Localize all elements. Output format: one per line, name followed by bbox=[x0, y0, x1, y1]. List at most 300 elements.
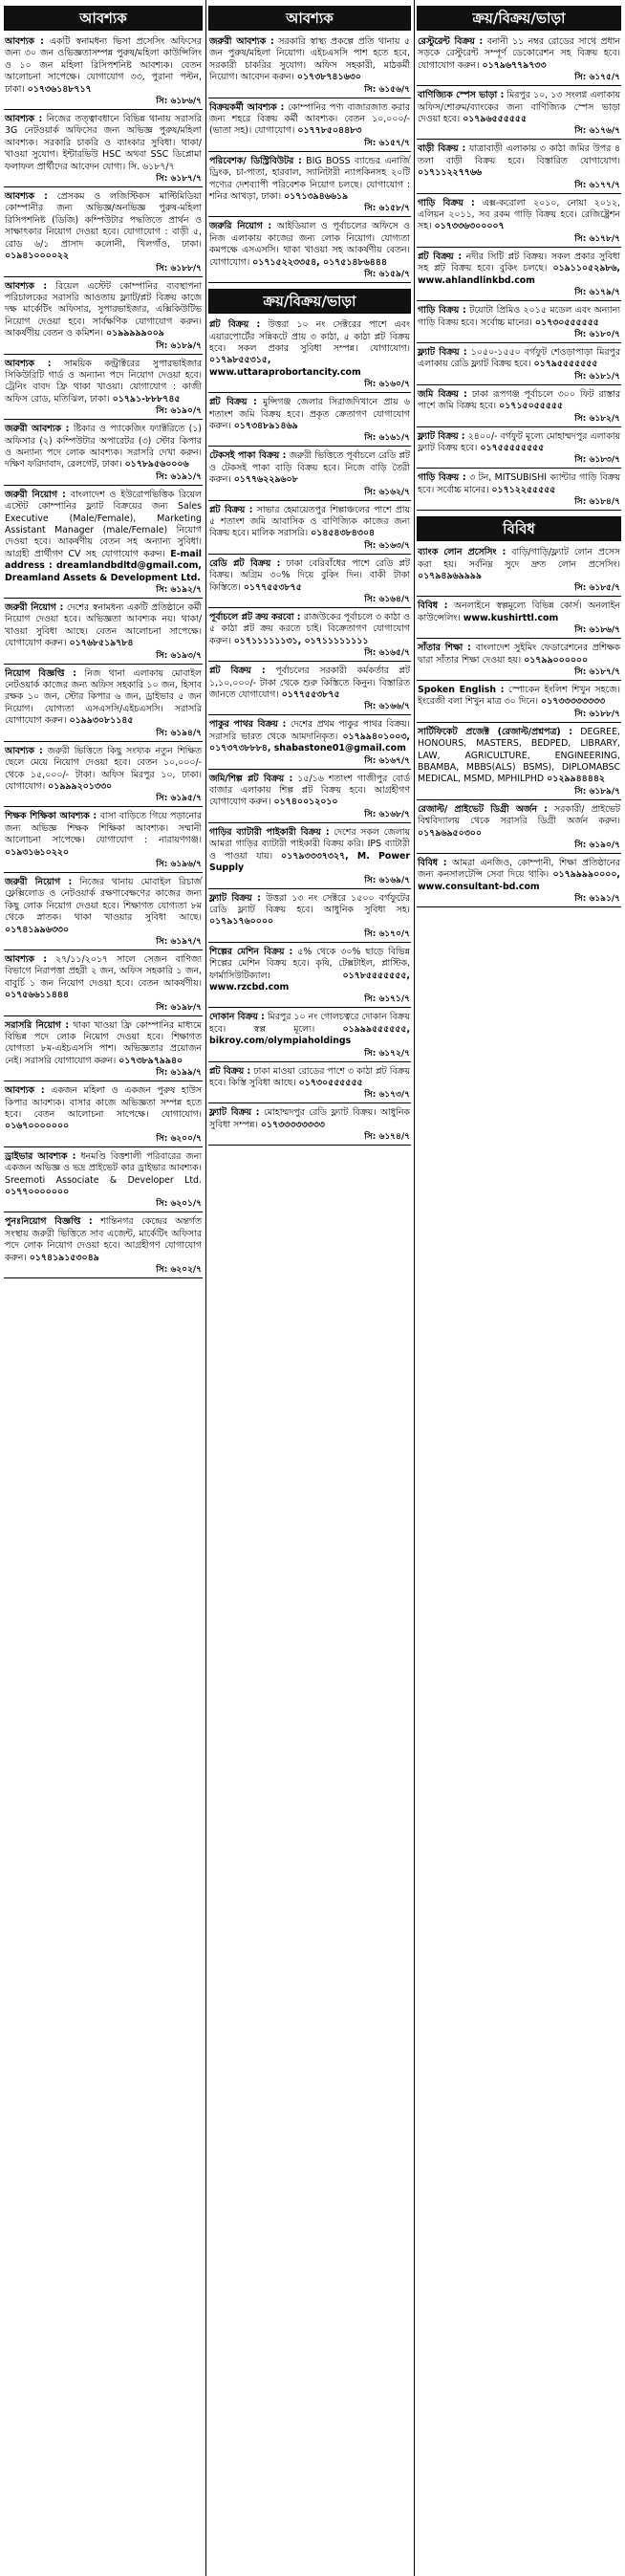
ad-text: সরকারি স্বাস্থ্য প্রকল্পে প্রতি থানায় ৫ জন পুরুষ/মহিলা নিয়োগ। এইচএসসি পাশ হতে হবে, সরকারী চাকরির সুযোগ। অফিস সহকারী, মাঠকর্মী নিয়োগ। আবেদন করুন। bbox=[209, 36, 410, 83]
ad-contact: ০১৭৪১৯১৫৩০৪৯ bbox=[29, 1252, 99, 1263]
classified-ad bbox=[417, 387, 621, 426]
ad-contact: ০১৭৫৬৬১১৪৪৪ bbox=[5, 990, 69, 1001]
ad-separator bbox=[417, 596, 621, 597]
ad-code: সি: ৬১৭৬/৭ bbox=[574, 126, 620, 137]
section-heading: বিবিধ bbox=[417, 516, 621, 541]
classified-ad bbox=[208, 664, 411, 713]
ad-contact: ০১৭১৫০৫৫৫৫৫ bbox=[499, 401, 564, 412]
classified-ad bbox=[208, 1010, 411, 1059]
ad-lead: জমি/শিল্প প্লট বিক্রয় : bbox=[209, 773, 293, 784]
ad-contact: ০১৭৬৮৫১৯৭৮৪ bbox=[69, 638, 134, 649]
ad-code: সি: ৬১৮৭/৭ bbox=[574, 667, 620, 677]
ad-separator bbox=[4, 276, 203, 277]
ad-code: সি: ৬১৫৯/৭ bbox=[364, 270, 410, 280]
ad-lead: জরুরী আবশ্যক : bbox=[5, 424, 70, 435]
ad-code: সি: ৬১৯০/৭ bbox=[156, 406, 202, 417]
classified-ad bbox=[417, 683, 621, 721]
ad-separator bbox=[4, 872, 203, 873]
ad-separator bbox=[208, 1061, 411, 1062]
ad-code: সি: ৬১৫৭/৭ bbox=[364, 138, 410, 148]
ad-separator bbox=[208, 500, 411, 501]
ad-lead: গাড়ি বিক্রয় : bbox=[418, 472, 466, 484]
ad-text: দেশের প্রথম পাকুর পাথর বিক্রয়। সরাসরি ভারত থেকে আমদানিকৃত। bbox=[209, 719, 410, 742]
ad-code: সি: ৬১৯৪/৭ bbox=[156, 728, 202, 738]
ad-contact: ০১৬৭০০০০০০০ bbox=[5, 1121, 70, 1132]
ad-separator bbox=[4, 1015, 203, 1016]
ad-separator bbox=[417, 638, 621, 639]
ad-lead: আবশ্যক : bbox=[5, 358, 52, 369]
classified-ad bbox=[4, 112, 203, 186]
ad-code: সি: ৬১৫৬/৭ bbox=[364, 84, 410, 95]
classified-ad bbox=[4, 357, 203, 419]
ad-contact: E-mail address : dreamlandbdltd@gmail.com, Dreamland Assets & Development Ltd. bbox=[5, 548, 203, 583]
ad-contact: ০১৭৩৩৩৩৩৩৩৩ bbox=[541, 696, 606, 708]
ad-separator bbox=[208, 1145, 411, 1146]
ad-lead: পূর্বাচলে প্লট ক্রয় করবো : bbox=[209, 612, 301, 622]
ad-code: সি: ৬১৯৬/৭ bbox=[156, 859, 202, 869]
classified-ad bbox=[4, 1083, 203, 1146]
ad-text: মুন্সিগঞ্জ জেলার সিরাজদিখানে প্রায় ৬ শতাংশ জমি বিক্রয় হবে। প্রকৃত ক্রেতাগণ যোগাযোগ করুন। bbox=[209, 397, 411, 431]
ad-separator bbox=[4, 354, 203, 355]
ad-separator bbox=[417, 680, 621, 681]
ad-text: একটি স্বনামধন্য ভিসা প্রসেসিং অফিসের জন্য ৩০ জন ওভিজ্ঞতাসম্পন্ন পুরুষ/মহিলা কাউন্সিলিং ও ১০ জন মহিলা রিসিপশনিষ্ট আবশ্যক। বেতন আলোচনা সাপেক্ষে। যোগাযোগ ৩৩, পুরানা পল্টন, ঢাকা। bbox=[5, 36, 203, 95]
ad-code: সি: ৬১৬৩/৭ bbox=[364, 540, 410, 551]
ad-text: সাভার হেমায়েতপুর শিল্পাঞ্চলের পাশে প্রায় ৫ শতাংশ জমি আবাসিক ও বাণিজ্যিক কাজের জন্য বিক্রয় হবে। মালিক সরাসরি। bbox=[209, 504, 411, 539]
ad-code: সি: ৬১৮৫/৭ bbox=[574, 583, 620, 594]
ad-lead: প্লট বিক্রয় : bbox=[209, 1065, 251, 1077]
ad-separator bbox=[417, 722, 621, 723]
ad-text: বাংলাদেশ সুইমিং ফেডারেশনের প্রশিক্ষক দ্বারা সাঁতার শিক্ষা দেওয়া হয়। bbox=[418, 643, 620, 666]
ad-code: সি: ৬১৮৬/৭ bbox=[574, 625, 620, 636]
ad-text: একজন মহিলা ও একজন পুরুষ হাউস কিপার আবশ্যক। বাসার কাজে অভিজ্ঞতা সম্পন্ন হতে হবে। বেতন আলোচনা সাপেক্ষে। যোগাযোগ। bbox=[5, 1085, 202, 1121]
classified-ad bbox=[208, 219, 411, 281]
ad-lead: ড্রাইভার আবশ্যক : bbox=[5, 1150, 76, 1162]
ad-contact: ০১৪৫৪৩৮৪৩০৪ bbox=[311, 528, 376, 539]
section-heading: ক্রয়/বিক্রয়/ভাড়া bbox=[417, 6, 621, 31]
ad-text: ২৪০০/- বর্গফুট মূল্যে মোহাম্মদপুর এলাকায় ফ্ল্যাট বিক্রয় হবে। bbox=[418, 430, 620, 453]
ad-text: ঢাকা মাওয়া রোডের পাশে ৩ কাঠা প্লট বিক্রয় হবে। কিস্তি সুবিধা আছে। bbox=[209, 1065, 411, 1088]
ad-contact: ০১৯৯৩০৮১১৪৫ bbox=[69, 715, 134, 727]
ad-code: সি: ৬১৮১/৭ bbox=[574, 371, 620, 382]
ad-separator bbox=[208, 1007, 411, 1008]
ad-text: বাড়ি/গাড়ি/ফ্ল্যাট লোন প্রসেস করা হয়। সর্বনিম্ন সুদে দ্রুত লোন প্রসেসিং। bbox=[418, 547, 620, 570]
classified-ad bbox=[208, 825, 411, 887]
ad-separator bbox=[417, 468, 621, 469]
ad-separator bbox=[4, 419, 203, 420]
ad-text: উত্তরা ১০ নং সেক্টরের পাশে এবং এয়ারপোর্টের সন্নিকটে প্রায় ৩ কাঠা, ৫ কাঠা প্লট বিক্রয় হবে। সকল প্রকার সুবিধা সম্পন্ন। যোগাযোগ। bbox=[209, 319, 411, 354]
classified-ad bbox=[417, 545, 621, 595]
ad-lead: আবশ্যক : bbox=[5, 280, 48, 292]
ad-lead: রেজাল্ট/ প্রাইভেট ডিগ্রী অর্জন : bbox=[418, 803, 548, 815]
ad-text: নিজের থানায় মোবাইল রিচার্জ ফ্লেক্সিলোড ও নেটওয়ার্ক রক্ষণাবেক্ষণের কাজের জন্য কিছু লোক নিয়োগ দেওয়া হবে। শিক্ষাগত যোগ্যতা ৮ম থেকে স্নাতক। থাকা খাওয়ার সুবিধা আছে। bbox=[5, 876, 202, 924]
ad-separator bbox=[417, 799, 621, 800]
ad-code: সি: ৬১৮৪/৭ bbox=[574, 497, 620, 508]
ad-code: সি: ৬১৮০/৭ bbox=[574, 329, 620, 339]
ad-text: অনলাইনে স্বল্পমূল্যে বিভিন্ন কোর্স। অনলাইন কাউন্সেলিং। bbox=[418, 600, 621, 623]
ad-lead: আবশ্যক : bbox=[5, 953, 47, 965]
ad-text: ঢাকা বেরিবাঁধের পাশে রেডি প্লট বিক্রয়। অগ্রিম ৩০% দিয়ে বুকিং দিন। বাকী টাকা কিস্তিতে। bbox=[209, 557, 410, 593]
ad-code: সি: ৬১৯০/৭ bbox=[574, 840, 620, 851]
ad-text: আইডিয়াল ও পূর্বাচলের অফিসে ও নিজ এলাকায় কাজের জন্য লোক নিয়োগ। যোগ্যতা কমপক্ষে এসএসসি। থাকা খাওয়া সহ আকর্ষণীয় বেতন। যোগাযোগ। bbox=[209, 221, 410, 268]
classified-ad bbox=[417, 142, 621, 191]
ad-text: বনানী ১১ নম্বর রোডের সাথে প্রধান সড়কে রেস্টুরেন্ট সম্পূর্ণ ডেকোরেশন সহ বিক্রয় হবে। যোগাযোগ করুন। bbox=[418, 36, 620, 71]
ad-code: সি: ৬১৯৮/৭ bbox=[156, 1002, 202, 1013]
classified-ad bbox=[417, 641, 621, 679]
ad-separator bbox=[417, 139, 621, 140]
classified-ad bbox=[208, 395, 411, 445]
ad-text: নদীর সিটি প্লট বিক্রয়। সকল প্রকার সুবিধা সহ প্লট বিক্রয় হবে। বুকিং চলছে। bbox=[418, 251, 621, 274]
ad-contact: ০১৭৯৫৫৫৫৫৫৫ bbox=[533, 359, 598, 370]
ad-lead: সার্টিফিকেট প্রজেক্ট (রেজাল্ট/প্রশ্নপত্র) : bbox=[418, 726, 572, 737]
classified-ad bbox=[4, 952, 203, 1015]
ad-text: DEGREE, HONOURS, MASTERS, BEDPED, LIBRARY, LAW, AGRICULTURE, ENGINEERING, BBAMBA, MBBS(ALS) BSMS), DIPLOMABSC MEDICAL, MSMD, MPHILPHD bbox=[418, 726, 620, 785]
ad-code: সি: ৬১৬২/৭ bbox=[364, 487, 410, 497]
ad-separator bbox=[417, 342, 621, 343]
ad-text: বাংলাদেশ ও ইউরোপভিত্তিক রিয়েল এস্টেট কোম্পানির ফ্ল্যাট বিক্রয়ের জন্য Sales Executive (Male/Female), Marketing Assistant Manager (male/Female) নিয়োগ দেওয়া হবে। আকর্ষণীয় বেতন সহ অন্যান্য সুবিধা। আগ্রহী প্রার্থীগণ CV সহ যোগাযোগ করুন। bbox=[5, 489, 203, 559]
ad-contact: ০১৭৯৬৫৫৫৫৫৫ bbox=[463, 114, 528, 125]
ad-separator bbox=[4, 1146, 203, 1147]
classified-ad bbox=[417, 303, 621, 341]
ad-lead: গাড়ি বিক্রয় : bbox=[418, 305, 466, 317]
ad-lead: পুনঃনিয়োগ বিজ্ঞপ্তি : bbox=[5, 1216, 93, 1228]
classified-ad bbox=[4, 1214, 203, 1277]
ad-separator bbox=[417, 247, 621, 248]
classified-ad bbox=[4, 1149, 203, 1212]
ad-contact: ০১৭১১১১১১৩১, ০১৭১১১১১১১১ bbox=[233, 635, 369, 646]
ad-contact: ০১২৯৯৪৪৪৪২ bbox=[547, 774, 606, 785]
classified-ad bbox=[208, 1105, 411, 1144]
classified-ad bbox=[4, 189, 203, 274]
ad-text: এক্স-করোলা ২০১০, নোয়া ২০১২, এলিয়ন ২০১১, সব রকম গাড়ি বিক্রয় হবে। রেজিষ্ট্রেশন সহ। bbox=[418, 197, 620, 232]
ad-contact: ০১৭৩৬১৪৮৭১৭ bbox=[27, 83, 92, 95]
classified-ad bbox=[208, 772, 411, 821]
ad-lead: আবশ্যক : bbox=[5, 191, 48, 203]
ad-lead: প্লট বিক্রয় : bbox=[209, 397, 257, 408]
classified-ad bbox=[417, 599, 621, 637]
ad-separator bbox=[417, 85, 621, 86]
classified-ad bbox=[4, 488, 203, 597]
ad-code: সি: ৬১৯৩/৭ bbox=[156, 650, 202, 661]
ad-contact: ০১৭৩০৫৫৫৫৫৫ bbox=[534, 317, 599, 328]
ad-lead: Spoken English : bbox=[418, 685, 505, 695]
ad-contact: ০১৭৪০০১২০১০ bbox=[273, 797, 338, 808]
ad-contact: ০১৯৯৯২০১৩৩০ bbox=[48, 780, 113, 792]
classified-ad bbox=[417, 345, 621, 383]
ad-contact: ০১৭৯১৭৬০০০০ bbox=[209, 916, 274, 928]
ad-text: প্রেসকম ও লজিস্টিকস মাল্টিমিডিয়া কোম্পানীর জন্য অভিজ্ঞ/অনভিজ্ঞ পুরুষ-মহিলা রিসিপশনিষ্ট (ডিজি) কম্পিউটার পদ্ধতিতে প্রার্থন ও সাক্ষাৎকার নিয়োগ দেওয়া হবে। যোগাযোগ : বাড়ী ৫, রোড ৬/১ প্রাসাদ কলোনী, খিলগাঁও, ঢাকা। bbox=[5, 191, 202, 250]
ad-lead: টেকসই পাকা বিক্রয় : bbox=[209, 450, 287, 462]
ad-lead: বাণিজ্যিক স্পেস ভাড়া : bbox=[418, 90, 505, 101]
ad-lead: ফ্ল্যাট বিক্রয় : bbox=[209, 1107, 260, 1119]
ad-contact: ০১৭৩৪৮৯১৪৬৯ bbox=[233, 420, 298, 431]
ad-contact: ০১৭৮৯৫৬০০০৬ bbox=[124, 459, 189, 470]
ad-contact: ০১৭৭০০০০০০০ bbox=[5, 1187, 70, 1198]
ad-lead: জরুরী আবশ্যক : bbox=[209, 36, 274, 47]
classified-ad bbox=[208, 100, 411, 150]
ad-code: সি: ৬১৭৯/৭ bbox=[574, 288, 620, 298]
ad-contact: ০১৭৩৮৭৪১৬৩০ bbox=[296, 72, 361, 83]
ad-contact: ০১৭৯১-৮৮৮৭৪৫ bbox=[112, 393, 181, 404]
ad-code: সি: ৬১৭১/৭ bbox=[364, 994, 410, 1005]
ad-separator bbox=[208, 822, 411, 823]
ad-contact: ০১৭১২২৫৫৫৫৫ bbox=[491, 484, 556, 495]
ad-lead: জরুরী নিয়োগ : bbox=[5, 876, 73, 887]
ad-text: স্পোকেন ইংলিশ শিখুন সহজে। ইংরেজী বলা শিখুন মাত্র ৩০ দিনে। bbox=[418, 685, 621, 708]
ad-contact: ০১৭৯৯৪০১০০৩, ০১৭৩৭৩৮৮৮৪, shabastone01@gmail.com bbox=[209, 731, 410, 754]
ad-text: সরকারী/ প্রাইভেট বিশ্ববিদ্যালয় থেকে সরাসরি ডিগ্রী অর্জন করুন। bbox=[418, 803, 621, 827]
ad-code: সি: ৬২০০/৭ bbox=[156, 1133, 202, 1144]
ad-lead: জরুরী নিয়োগ : bbox=[5, 489, 66, 500]
ad-lead: নিয়োগ বিজ্ঞপ্তি : bbox=[5, 667, 77, 679]
ad-text: ঢাকা রূপগঞ্জ পূর্বাচলে ৩০০ ফিট রাস্তার পাশে জমি বিক্রয় হবে। bbox=[418, 388, 620, 412]
ad-lead: পরিবেশক/ ডিস্ট্রিবিউটর : bbox=[209, 155, 302, 166]
classified-ad bbox=[417, 196, 621, 246]
ad-separator bbox=[208, 942, 411, 943]
classified-ad bbox=[417, 429, 621, 468]
classified-ad bbox=[208, 503, 411, 553]
classified-ad bbox=[208, 891, 411, 941]
classified-ad bbox=[417, 470, 621, 509]
ad-code: সি: ৬১৯১/৭ bbox=[156, 471, 202, 482]
ad-contact: ০১৭৭৮৫০৪৪৮৩ bbox=[297, 125, 362, 137]
ad-separator bbox=[208, 661, 411, 662]
ad-code: সি: ৬১৮২/৭ bbox=[574, 413, 620, 424]
ad-separator bbox=[208, 392, 411, 393]
ad-separator bbox=[208, 446, 411, 447]
classified-ad bbox=[417, 802, 621, 852]
ad-contact: ০১৯৪১০০০০২২ bbox=[5, 251, 70, 262]
classified-ad bbox=[4, 809, 203, 871]
ad-text: মিরপুর ১০ নং গোলচত্বরে দোকান বিক্রয় হবে। স্বল্প মূল্যে। bbox=[209, 1012, 411, 1035]
ad-lead: সরাসরি নিয়োগ : bbox=[5, 1019, 70, 1031]
ad-text: দেশের স্বনামধন্য একটি প্রতিষ্ঠানে কর্মী নিয়োগ দেওয়া হবে। অভিজ্ঞতা আবশ্যক নয়। থাকা/খাওয়া সুবিধা আছে। বেতন আলোচনা সাপেক্ষে। যোগাযোগ করুন। bbox=[5, 602, 202, 649]
ad-text: জরুরী ভিত্তিতে কিছু সংখ্যক নতুন শিক্ষিত ছেলে মেয়ে নিয়োগ দেওয়া হবে। বেতন ১০,০০০/- থেকে ১৫,০০০/- টাকা। অফিস মিরপুর ১০, ঢাকা। যোগাযোগ। bbox=[5, 745, 202, 792]
ad-code: সি: ৬১৬০/৭ bbox=[364, 380, 410, 390]
ad-text: রিয়েল এস্টেট কোম্পানির ব্যবস্থাপনা পরিচালকের সরাসরি আওতায় ফ্ল্যাট/প্লট বিক্রয় কাজে দক্ষ মার্কেটিং অফিসার, সুপারভাইজার, এক্সিকিউটিভ নিয়োগ দেওয়া হবে। সার্বক্ষণিক যোগাযোগ করুন। আকর্ষণীয় বেতন ও কমিশন। bbox=[5, 280, 202, 339]
ad-code: সি: ৬১৬৮/৭ bbox=[364, 809, 410, 819]
column-wanted bbox=[4, 0, 203, 2576]
ad-contact: ০১৭৭৫৫৩৮৭৫ bbox=[243, 581, 302, 593]
ad-code: সি: ৬১৬৭/৭ bbox=[364, 755, 410, 766]
ad-contact: ০১৭৭৬২২৯৬০৮ bbox=[233, 474, 298, 486]
ad-separator bbox=[208, 888, 411, 889]
ad-code: সি: ৬১৫৮/৭ bbox=[364, 204, 410, 214]
ad-separator bbox=[208, 554, 411, 555]
ad-code: সি: ৬১৮৯/৭ bbox=[574, 786, 620, 797]
ad-code: সি: ৬১৬৫/৭ bbox=[364, 648, 410, 659]
ad-contact: ০১৭৪১৯৯৬৩৩০ bbox=[5, 924, 69, 935]
ad-lead: সাঁতার শিক্ষা : bbox=[418, 643, 471, 654]
ad-lead: আবশ্যক : bbox=[5, 745, 43, 756]
classified-ad bbox=[208, 945, 411, 1007]
ad-code: সি: ৬১৮৭/৭ bbox=[156, 174, 202, 185]
column-buy-sell-misc bbox=[417, 0, 621, 2576]
ad-lead: ব্যাংক লোন প্রসেসিং : bbox=[418, 547, 506, 558]
ad-code: সি: ৬১৮৯/৭ bbox=[156, 340, 202, 351]
classified-ad bbox=[417, 34, 621, 84]
ad-contact: ০১৯৩১৬১০২২০ bbox=[5, 846, 70, 858]
ad-lead: প্লট বিক্রয় : bbox=[209, 319, 261, 331]
ad-lead: গাড়ি বিক্রয় : bbox=[418, 197, 475, 208]
classified-ad bbox=[4, 875, 203, 949]
ad-contact: ০১৯৯৯৫৫৫৫৫৫, bikroy.com/olympiaholdings bbox=[209, 1023, 411, 1047]
ad-contact: ০১৭৯৩৩৩৭৩২৭, M. Power Supply bbox=[209, 850, 410, 874]
ad-text: টয়োটা প্রিমিও ২০১৫ মডেল এবং অন্যান্য গাড়ি বিক্রয় হবে। সর্বোচ্চ মানের। bbox=[418, 305, 620, 328]
column-wanted-buy-sell bbox=[208, 0, 411, 2576]
ad-code: সি: ৬১৭২/৭ bbox=[364, 1048, 410, 1059]
ad-text: উত্তরা ১৩ নং সেক্টরে ১৫০০ বর্গফুটের রেডি ফ্ল্যাট বিক্রয় হবে। আধুনিক সুবিধা সহ। bbox=[209, 892, 410, 915]
ad-separator bbox=[208, 282, 411, 283]
ad-contact: ০১৭১১২২৭৭৬৬ bbox=[418, 167, 483, 179]
ad-separator bbox=[417, 510, 621, 511]
classified-ad bbox=[208, 717, 411, 767]
ad-contact: ০১৭৯৯৯৯০০০০, www.consultant-bd.com bbox=[418, 869, 620, 892]
classified-ad bbox=[208, 317, 411, 391]
ad-text: BIG BOSS ব্যান্ডের এনার্জি ড্রিংক, চা-পাতা, হারবাল, স্যানিটারী ন্যাপকিনসহ ২০টি পণ্যের দেশব্যাপী পরিবেশক নিয়োগ চলছে। যোগাযোগ : শনির আখড়া, ঢাকা। bbox=[209, 155, 410, 203]
ad-contact: ০১৭৯৪৯৬৯৯৯৯ bbox=[418, 570, 482, 581]
ad-contact: ০১৭১৩৯৪৬৬১৯ bbox=[284, 191, 349, 203]
classified-ad bbox=[208, 448, 411, 498]
classified-ad bbox=[417, 725, 621, 798]
ad-contact: ০১৭৩৩৬৩০০০০৭ bbox=[434, 221, 505, 232]
ad-text: জরুরী ভিত্তিতে পূর্বাচলে রেডি প্লট ও টেকসই পাকা বাড়ি বিক্রয় হবে। নিজে বাড়ি তৈরী করুন। bbox=[209, 450, 411, 486]
ad-code: সি: ৬১৬১/৭ bbox=[364, 433, 410, 444]
ad-code: সি: ৬১৯১/৭ bbox=[574, 894, 620, 905]
classified-ad bbox=[4, 422, 203, 484]
ad-contact: ০১৭৮৫৫৫৫৫৫৫, www.rzcbd.com bbox=[209, 970, 410, 993]
column-divider bbox=[414, 0, 415, 2576]
ad-lead: শিল্পের মেশিন বিক্রয় : bbox=[209, 946, 293, 957]
ad-text: রাজউকের পূর্বাচলে ৩ কাঠা ও ৫ কাঠা প্লট ক্রয় করতে চাই। বিক্রেতাগণ যোগাযোগ করুন। bbox=[209, 612, 410, 646]
ad-contact: ০১৭৯৮৫৫৩১৫, www.uttaraprobortancity.com bbox=[209, 355, 361, 378]
classified-ad bbox=[208, 610, 411, 660]
ad-lead: রেস্টুরেন্ট বিক্রয় : bbox=[418, 36, 484, 47]
classified-ad bbox=[208, 557, 411, 606]
ad-lead: বাড়ী বিক্রয় : bbox=[418, 143, 466, 155]
ad-text: শান্তিনগর কেন্দ্রের অন্তর্গত সংস্থায় জরুরী ভিত্তিতে সাব এজেন্ট, মার্কেটিং অফিসার পদে লোক নিয়োগ দেওয়া হবে। আগ্রহীগণ যোগাযোগ করুন। bbox=[5, 1216, 202, 1263]
ad-contact: ০১৭৯৯০০০০০০ bbox=[524, 654, 589, 666]
classified-ad bbox=[208, 34, 411, 97]
ad-text: ১০৫০-১৫৫০ বর্গফুট শেওড়াপাড়া মিরপুর এলাকায় রেডি ফ্ল্যাট বিক্রয় হবে। bbox=[418, 346, 620, 370]
section-heading: আবশ্যক bbox=[208, 6, 411, 31]
classified-ad bbox=[4, 600, 203, 663]
ad-code: সি: ৬১৭৭/৭ bbox=[574, 180, 620, 190]
ad-text: বাসা বাড়িতে গিয়ে পড়ানোর জন্য অভিজ্ঞ শিক্ষক শিক্ষিকা আবশ্যক। সম্মানী আলোচনা সাপেক্ষে। যোগাযোগ : নারায়ণগঞ্জ। bbox=[5, 811, 203, 846]
ad-contact: ০১৭৩৩৩৩৩৩৩৩ bbox=[260, 1119, 325, 1130]
ad-lead: বিবিধ : bbox=[418, 600, 448, 612]
ad-separator bbox=[417, 426, 621, 427]
ad-code: সি: ৬১৯২/৭ bbox=[156, 585, 202, 596]
ad-lead: পাকুর পাথর বিক্রয় : bbox=[209, 719, 287, 731]
classified-ad bbox=[417, 856, 621, 906]
classified-ad bbox=[4, 666, 203, 740]
section-heading: ক্রয়/বিক্রয়/ভাড়া bbox=[208, 289, 411, 314]
ad-contact: ০১৭৯৬৯৫০৩০০ bbox=[418, 827, 483, 839]
ad-text: মিরপুর ১০, ১৩ সংলগ্ন এলাকায় অফিস/শোরুম/ব্যাংকের জন্য বাণিজ্যিক স্পেস ভাড়া দেওয়া হবে। bbox=[418, 90, 620, 125]
ad-lead: জমি বিক্রয় : bbox=[418, 388, 467, 400]
ad-code: সি: ৬১৮৩/৭ bbox=[574, 455, 620, 466]
ad-lead: আবশ্যক : bbox=[5, 1085, 45, 1097]
ad-code: সি: ৬১৮৬/৭ bbox=[156, 97, 202, 107]
ad-text: নিজ থানা এলাকায় মোবাইল নেটওয়ার্ক কাজের জন্য অফিস সহকারি ১০ জন, হিসাব রক্ষক ১০ জন, স্টোর কিপার ৬ জন, ড্রাইভার ৫ জন নিয়োগ। যোগ্যতা এসএসসি/এইচএসসি। সরাসরি যোগাযোগ করুন। bbox=[5, 667, 203, 727]
ad-text: দেশের সকল জেলায় আমরা গাড়ির ব্যাটারী পাইকারী বিক্রয় করি। IPS ব্যাটারী ও পাওয়া যায়। bbox=[209, 826, 410, 862]
ad-text: ৫% থেকে ৩০% ছাড়ে বিভিন্ন শিল্পের মেশিন বিক্রয় হবে। কৃষি, টেক্সটাইল, প্লাস্টিক, ফার্মাসিউটিক্যাল। bbox=[209, 946, 410, 981]
ad-text: ৩ টন, MITSUBISHI ক্যান্টার গাড়ি বিক্রয় হবে। সর্বোচ্চ মানের। bbox=[418, 472, 621, 495]
ad-separator bbox=[208, 1102, 411, 1103]
classified-ad bbox=[208, 154, 411, 216]
ad-code: সি: ৬১৯৯/৭ bbox=[156, 1068, 202, 1079]
section-heading: আবশ্যক bbox=[4, 6, 203, 31]
ad-contact: ০১৭৫৫৫৫৫৫৫৫ bbox=[480, 442, 545, 453]
ad-text: ১৫/১৬ শতাংশ গাজীপুর বোর্ড বাজার এলাকায় শিল্প প্লট বিক্রয় হবে। আগ্রহীগণ যোগাযোগ করুন। bbox=[209, 773, 410, 808]
ad-contact: ০১৭৩০৫৫৫৫৫৫ bbox=[298, 1077, 363, 1088]
ad-code: সি: ৬১৭০/৭ bbox=[364, 928, 410, 939]
ad-lead: ফ্ল্যাট বিক্রয় : bbox=[418, 430, 465, 442]
ad-separator bbox=[4, 598, 203, 599]
ad-contact: ০১৭৭৫৫৩৮৭৫ bbox=[281, 689, 340, 701]
classified-ad bbox=[4, 1018, 203, 1081]
ad-separator bbox=[208, 216, 411, 217]
ad-lead: আবশ্যক : bbox=[5, 114, 43, 125]
ad-lead: বিক্রয়কর্মী আবশ্যক : bbox=[209, 101, 285, 113]
classified-ad bbox=[4, 279, 203, 353]
ad-separator bbox=[417, 853, 621, 854]
classified-ad bbox=[417, 88, 621, 138]
ad-lead: রেডি প্লট বিক্রয় : bbox=[209, 557, 281, 569]
ad-separator bbox=[4, 485, 203, 486]
ad-separator bbox=[208, 607, 411, 608]
ad-text: আমরা এনজিও, কোম্পানী, শিক্ষা প্রতিষ্ঠানের জন্য কনসালটেন্সি সেবা দিয়ে থাকি। bbox=[418, 858, 621, 881]
classified-ad bbox=[417, 250, 621, 299]
ad-code: সি: ৬১৬৪/৭ bbox=[364, 595, 410, 604]
ad-contact: ০১৭৯৬৭৭৯৭৩৩ bbox=[482, 59, 547, 71]
ad-lead: বিবিধ : bbox=[418, 858, 447, 869]
ad-contact: ০১৯১১০৫২৯৮৬, www.ahlandlinkbd.com bbox=[418, 263, 621, 286]
ad-text: যাত্রাবাড়ী এলাকায় ৩ কাঠা জমির উপর ৪ তলা বাড়ী বিক্রয় হবে। বিস্তারিত যোগাযোগ। bbox=[418, 143, 620, 166]
ad-lead: প্লট বিক্রয় : bbox=[209, 666, 266, 677]
ad-code: সি: ৬১৯৭/৭ bbox=[156, 936, 202, 947]
ad-code: সি: ৬২০২/৭ bbox=[156, 1265, 202, 1276]
ad-text: কোম্পানির পণ্য বাজারজাত করার জন্য শহরে বিক্রয় কর্মী আবশ্যক। বেতন ১০,০০০/- (ভাতা সহ)। যোগাযোগ। bbox=[209, 101, 410, 137]
ad-separator bbox=[4, 186, 203, 187]
ad-separator bbox=[417, 906, 621, 907]
ad-separator bbox=[4, 741, 203, 742]
ad-separator bbox=[417, 300, 621, 301]
ad-separator bbox=[4, 109, 203, 110]
ad-separator bbox=[417, 193, 621, 194]
ad-lead: ফ্ল্যাট বিক্রয় : bbox=[209, 892, 261, 904]
ad-contact: www.kushirttl.com bbox=[463, 612, 559, 623]
ad-code: সি: ৬১৮৮/৭ bbox=[574, 709, 620, 719]
ad-text: ষ্টিকার ও প্যাকেজিং ফ্যাক্টরিতে (১) অফিসার (২) কম্পিউটার অপারেটর (৩) স্টোর কিপার ও অন্যান্য পদে লোক আবশ্যক। সরাসরি দেখা করুন। দক্ষিণ ফরিদাবাদ, রেলগেট, ঢাকা। bbox=[5, 424, 202, 470]
ad-lead: প্লট বিক্রয় : bbox=[418, 251, 463, 262]
ad-separator bbox=[417, 384, 621, 385]
ad-text: সাময়িক কন্ট্রাক্টরের সুপারভাইজার সিকিউরিটি গার্ড ও অন্যান্য পদে নিয়োগ দেওয়া হবে। ট্রেনিং বাবদ ফ্রি থাকা খাওয়া। যোগাযোগ : কাজী অফিস রোড, মতিঝিল, ঢাকা। bbox=[5, 358, 202, 404]
ad-lead: শিক্ষক শিক্ষিকা আবশ্যক : bbox=[5, 811, 97, 822]
ad-code: সি: ৬১৭৪/৭ bbox=[364, 1132, 410, 1143]
ad-contact: ০১৯৯৯৯৯০০৯ bbox=[105, 328, 164, 339]
ad-lead: দোকান বিক্রয় : bbox=[209, 1012, 265, 1023]
ad-code: সি: ৬১৯৫/৭ bbox=[156, 794, 202, 804]
classified-ad bbox=[4, 34, 203, 108]
ad-text: ধনমণ্ডি বিত্তশালী পরিবারের জন্য একজন অভিজ্ঞ ও ভদ্র প্রাইভেট কার ড্রাইভার আবশ্যক। Sreemoti Associate & Developer Ltd. bbox=[5, 1150, 202, 1186]
ad-contact: ০১৭৩৮৯৭৯৯৪০ bbox=[119, 1055, 183, 1066]
column-divider bbox=[205, 0, 206, 2576]
classified-ad bbox=[4, 744, 203, 806]
ad-separator bbox=[4, 806, 203, 807]
classified-ad bbox=[208, 1064, 411, 1102]
ad-lead: আবশ্যক : bbox=[5, 36, 44, 47]
